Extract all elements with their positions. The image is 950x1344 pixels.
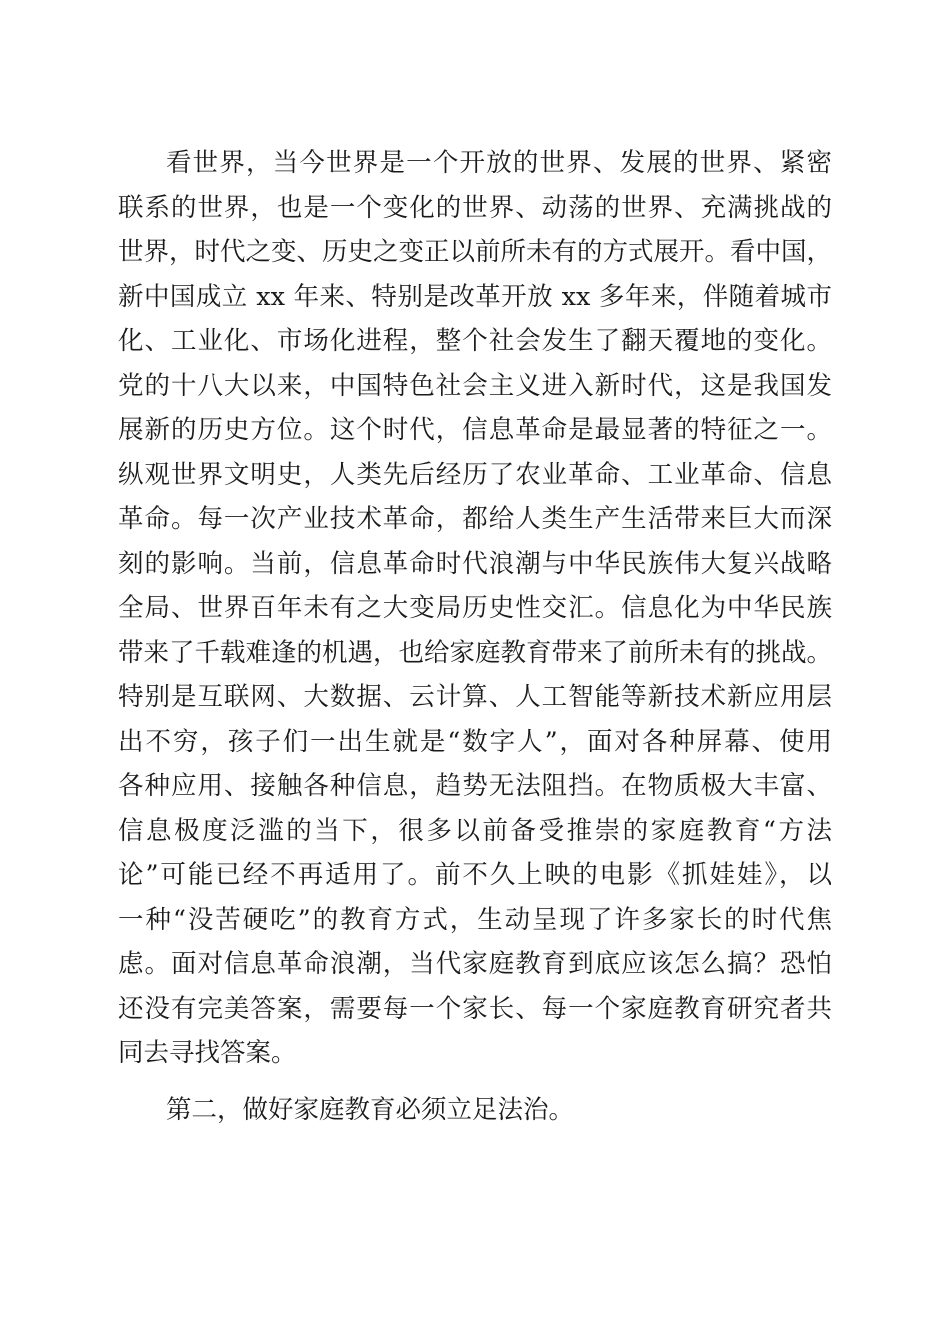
paragraph-line: 信息极度泛滥的当下，很多以前备受推崇的家庭教育“方法 [118,815,832,846]
paragraph-line: 看世界，当今世界是一个开放的世界、发展的世界、紧密 [166,148,832,178]
paragraph-line: 各种应用、接触各种信息，趋势无法阻挡。在物质极大丰富、 [118,771,832,801]
paragraph-line: 同去寻找答案。 [118,1038,297,1068]
paragraph-line: 还没有完美答案，需要每一个家长、每一个家庭教育研究者共 [118,993,832,1024]
paragraph-line: 一种“没苦硬吃”的教育方式，生动呈现了许多家长的时代焦 [118,904,832,935]
paragraph-line: 世界，时代之变、历史之变正以前所未有的方式展开。看中国， [118,237,832,267]
paragraph-1 [118,141,832,1076]
document-body [118,141,832,1132]
paragraph-line: 党的十八大以来，中国特色社会主义进入新时代，这是我国发 [118,370,832,401]
paragraph-line: 新中国成立 xx 年来、特别是改革开放 xx 多年来，伴随着城市 [118,281,832,312]
paragraph-line: 虑。面对信息革命浪潮，当代家庭教育到底应该怎么搞？恐怕 [118,949,832,979]
paragraph-line: 展新的历史方位。这个时代，信息革命是最显著的特征之一。 [118,415,832,445]
paragraph-line: 出不穷，孩子们一出生就是“数字人”，面对各种屏幕、使用 [118,726,832,757]
paragraph-line: 特别是互联网、大数据、云计算、人工智能等新技术新应用层 [118,682,832,712]
paragraph-line: 纵观世界文明史，人类先后经历了农业革命、工业革命、信息 [118,459,832,490]
section-heading-2: 第二，做好家庭教育必须立足法治。 [166,1094,575,1125]
paragraph-line: 化、工业化、市场化进程，整个社会发生了翻天覆地的变化。 [118,326,832,356]
paragraph-line: 论”可能已经不再适用了。前不久上映的电影《抓娃娃》，以 [118,860,832,890]
paragraph-line: 联系的世界，也是一个变化的世界、动荡的世界、充满挑战的 [118,192,832,223]
paragraph-line: 刻的影响。当前，信息革命时代浪潮与中华民族伟大复兴战略 [118,548,832,579]
paragraph-line: 带来了千载难逢的机遇，也给家庭教育带来了前所未有的挑战。 [118,637,832,668]
paragraph-line: 革命。每一次产业技术革命，都给人类生产生活带来巨大而深 [118,504,832,534]
paragraph-line: 全局、世界百年未有之大变局历史性交汇。信息化为中华民族 [118,593,832,623]
